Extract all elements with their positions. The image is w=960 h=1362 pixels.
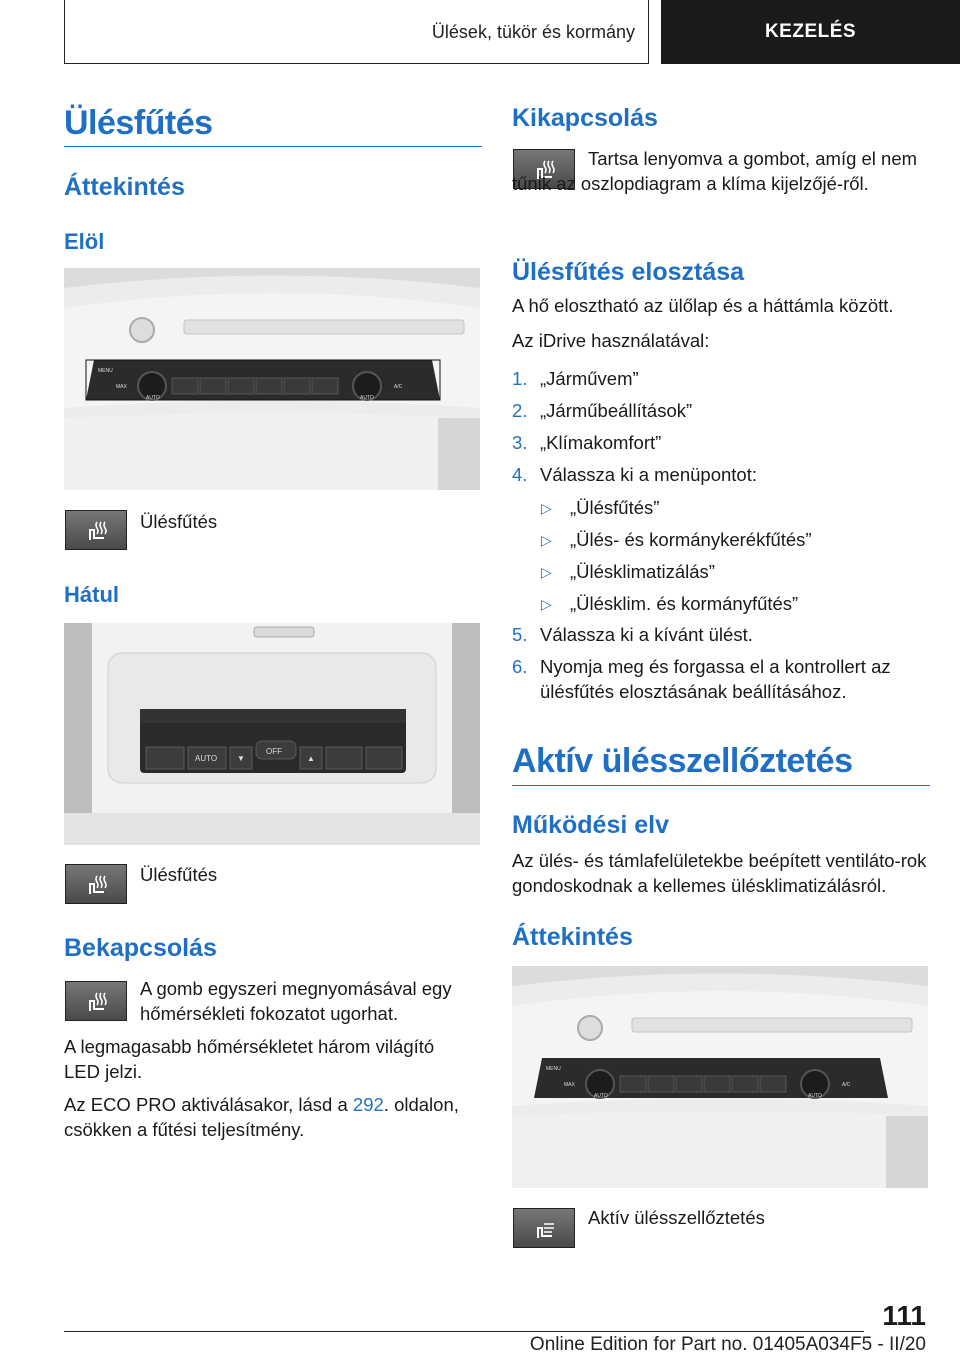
panel-label-max: MAX bbox=[116, 384, 127, 390]
front-caption: Ülésfűtés bbox=[140, 511, 218, 532]
list-item bbox=[512, 366, 639, 391]
switch-on-text: A gomb egyszeri megnyomásával egy hőmérsékleti fokozatot ugorhat. bbox=[140, 978, 452, 1024]
list-item bbox=[512, 654, 912, 704]
triangle-bullet-icon: ▷ bbox=[541, 596, 552, 612]
chapter-tab bbox=[661, 0, 960, 64]
heading-rear: Hátul bbox=[64, 582, 119, 607]
rear-panel-label-auto: AUTO bbox=[195, 754, 218, 763]
step-text: Válassza ki a menüpontot: bbox=[540, 464, 757, 485]
front-panel-illustration bbox=[64, 268, 480, 490]
page-title: Ülésfűtés bbox=[64, 104, 213, 142]
seat-heating-icon bbox=[65, 510, 127, 550]
list-item bbox=[512, 430, 661, 455]
page-number: 111 bbox=[882, 1300, 926, 1331]
step-text: Nyomja meg és forgassa el a kontrollert az ülésfűtés elosztásának beállításához. bbox=[540, 656, 891, 702]
chapter-tab-text: KEZELÉS bbox=[764, 21, 857, 42]
seat-ventilation-icon bbox=[513, 1208, 575, 1248]
list-item bbox=[512, 462, 757, 487]
ventilation-caption: Aktív ülésszellőztetés bbox=[588, 1207, 765, 1228]
heading-principle: Működési elv bbox=[512, 811, 669, 839]
eco-pro-text bbox=[64, 1092, 474, 1142]
step-number: 4. bbox=[512, 464, 528, 485]
idrive-text: Az iDrive használatával: bbox=[512, 330, 710, 351]
panel-label-auto: AUTO bbox=[594, 1093, 608, 1099]
panel-label-auto: AUTO bbox=[146, 395, 160, 401]
switch-off-text: Tartsa lenyomva a gombot, amíg el nem tűnik az oszlopdiagram a klíma kijelzőjé-ről. bbox=[512, 148, 918, 194]
page-reference-link[interactable]: 292 bbox=[352, 1094, 384, 1115]
panel-label-ac: A/C bbox=[842, 1082, 851, 1088]
footer-rule bbox=[64, 1331, 864, 1332]
eco-pro-text-post: . oldalon, csökken a fűtési teljesítmény. bbox=[64, 1094, 459, 1140]
eco-pro-text-pre: Az ECO PRO aktiválásakor, lásd a bbox=[64, 1094, 353, 1115]
triangle-bullet-icon: ▷ bbox=[541, 532, 552, 548]
heading-front: Elöl bbox=[64, 229, 105, 254]
step-text: Válassza ki a kívánt ülést. bbox=[540, 624, 753, 645]
list-item: „Ülésfűtés” bbox=[570, 497, 660, 518]
step-text: „Járművem” bbox=[540, 368, 639, 389]
rear-panel-illustration bbox=[64, 623, 480, 845]
seat-heating-icon bbox=[65, 864, 127, 904]
seat-heating-button-icon bbox=[65, 981, 127, 1021]
ventilation-panel-illustration bbox=[512, 966, 928, 1188]
principle-text: Az ülés- és támlafelületekbe beépített ventiláto-rok gondoskodnak a kellemes ülésklimatizálásról. bbox=[512, 850, 927, 896]
panel-label-menu: MENU bbox=[546, 1066, 561, 1072]
edition-text: Online Edition for Part no. 01405A034F5 - II/20 bbox=[529, 1334, 926, 1355]
switch-on-led-text: A legmagasabb hőmérsékletet három világító LED jelzi. bbox=[64, 1036, 435, 1082]
heading-overview-2: Áttekintés bbox=[512, 923, 633, 951]
list-item bbox=[512, 622, 753, 647]
section-title bbox=[64, 0, 649, 64]
step-number: 2. bbox=[512, 400, 528, 421]
distribution-text: A hő elosztható az ülőlap és a háttámla között. bbox=[512, 295, 894, 316]
section-title-text: Ülések, tükör és kormány bbox=[431, 21, 635, 42]
heading-overview: Áttekintés bbox=[64, 173, 185, 201]
list-item: „Ülésklimatizálás” bbox=[570, 561, 715, 582]
rear-climate-panel-photo bbox=[64, 623, 480, 845]
triangle-bullet-icon: ▷ bbox=[541, 500, 552, 516]
rear-panel-label-off: OFF bbox=[266, 747, 282, 756]
front-climate-panel-photo bbox=[64, 268, 480, 490]
rear-panel-label-down: ▼ bbox=[237, 754, 245, 763]
heading-distribution: Ülésfűtés elosztása bbox=[512, 258, 745, 286]
title-rule bbox=[64, 146, 482, 147]
triangle-bullet-icon: ▷ bbox=[541, 564, 552, 580]
heading-switch-on: Bekapcsolás bbox=[64, 934, 217, 962]
step-number: 3. bbox=[512, 432, 528, 453]
ventilation-panel-photo bbox=[512, 966, 928, 1188]
panel-label-menu: MENU bbox=[98, 368, 113, 374]
step-text: „Járműbeállítások” bbox=[540, 400, 693, 421]
list-item: „Ülésklim. és kormányfűtés” bbox=[570, 593, 799, 614]
panel-label-auto-right: AUTO bbox=[360, 395, 374, 401]
step-number: 6. bbox=[512, 656, 528, 677]
step-number: 5. bbox=[512, 624, 528, 645]
panel-label-max: MAX bbox=[564, 1082, 575, 1088]
panel-label-auto-right: AUTO bbox=[808, 1093, 822, 1099]
step-text: „Klímakomfort” bbox=[540, 432, 662, 453]
panel-label-ac: A/C bbox=[394, 384, 403, 390]
title-rule bbox=[512, 785, 930, 786]
list-item: „Ülés- és kormánykerékfűtés” bbox=[570, 529, 812, 550]
list-item bbox=[512, 398, 692, 423]
rear-panel-label-up: ▲ bbox=[307, 754, 315, 763]
step-number: 1. bbox=[512, 368, 528, 389]
heading-switch-off: Kikapcsolás bbox=[512, 104, 658, 132]
heading-active-ventilation: Aktív ülésszellőztetés bbox=[512, 742, 853, 780]
rear-caption: Ülésfűtés bbox=[140, 864, 218, 885]
